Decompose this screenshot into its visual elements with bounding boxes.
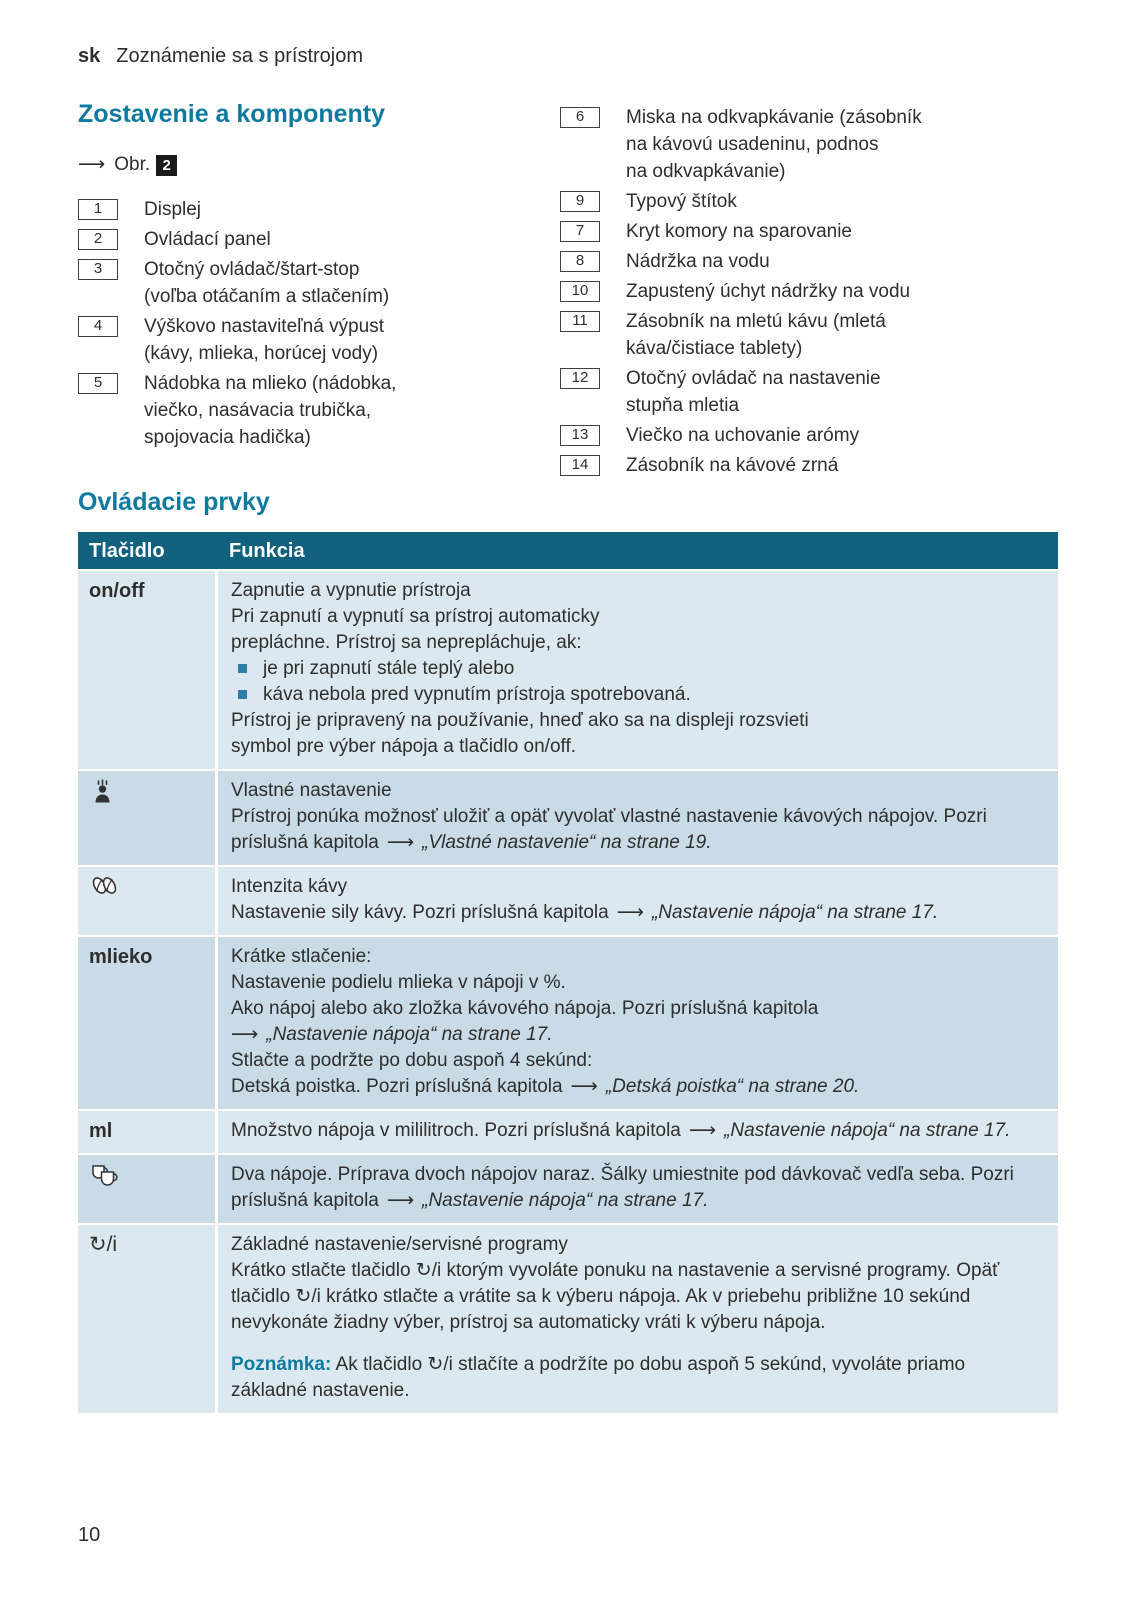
- component-number-box: 11: [560, 311, 600, 332]
- component-label: Nádobka na mlieko (nádobka, viečko, nasávacia trubička, spojovacia hadička): [144, 373, 397, 448]
- function-text: Dva nápoje. Príprava dvoch nápojov naraz. Šálky umiestnite pod dávkovač vedľa seba. Pozri príslušná kapitola: [231, 1164, 1014, 1211]
- note-text: Ak tlačidlo ↻/i stlačíte a podržíte po dobu aspoň 5 sekúnd, vyvoláte priamo základné nastavenie.: [231, 1354, 966, 1401]
- component-number-box: 10: [560, 281, 600, 302]
- section-title-components: Zostavenie a komponenty: [78, 100, 386, 128]
- components-right-column: [560, 98, 1058, 482]
- button-label-cell: [78, 571, 215, 769]
- section-title-controls: Ovládacie prvky: [78, 488, 270, 516]
- function-cell: [215, 867, 1058, 935]
- component-number-box: 12: [560, 368, 600, 389]
- bullet-text: káva nebola pred vypnutím prístroja spotrebovaná.: [263, 684, 691, 705]
- user-settings-icon: [89, 778, 209, 804]
- long-arrow-icon: ⟶: [386, 832, 415, 853]
- function-text-line: prepláchne. Prístroj sa neprepláchuje, ak:: [231, 632, 582, 653]
- function-cell: [215, 771, 1058, 865]
- function-heading: Vlastné nastavenie: [231, 780, 392, 801]
- component-item: [560, 218, 1058, 245]
- function-text-line: [231, 1162, 1042, 1214]
- button-label-cell: [78, 1111, 215, 1153]
- component-label: Nádržka na vodu: [626, 251, 770, 272]
- table-row-milk: [78, 937, 1058, 1109]
- function-text-line: Pri zapnutí a vypnutí sa prístroj automaticky: [231, 606, 600, 627]
- function-text-line: Zapnutie a vypnutie prístroja: [231, 580, 471, 601]
- component-label: Kryt komory na sparovanie: [626, 221, 852, 242]
- long-arrow-icon: ⟶: [616, 902, 644, 923]
- component-number-box: 4: [78, 316, 118, 337]
- page-number: 10: [78, 1524, 101, 1546]
- component-label: Otočný ovládač na nastavenie stupňa mletia: [626, 368, 881, 416]
- bullet-item: [231, 682, 1042, 708]
- figure-number-badge: 2: [156, 155, 177, 176]
- function-text: Prístroj ponúka možnosť uložiť a opäť vyvolať vlastné nastavenie kávových nápojov. Pozri príslušná kapitola: [231, 806, 987, 853]
- function-text-line: Krátke stlačenie:: [231, 946, 372, 967]
- component-label: Ovládací panel: [144, 229, 271, 250]
- component-number-box: 7: [560, 221, 600, 242]
- long-arrow-icon: ⟶: [78, 154, 106, 175]
- controls-table: [78, 532, 1058, 1413]
- function-text-line: Krátko stlačte tlačidlo ↻/i ktorým vyvoláte ponuku na nastavenie a servisné programy. Opäť tlačidlo ↻/i krátko stlačte a vrátite sa k výberu nápoja. Ak v priebehu približne 10 sekúnd nevykonáte žiadny výber, prístroj sa automaticky vráti k výberu nápoja.: [231, 1260, 1000, 1333]
- table-row-coffee-strength: [78, 867, 1058, 935]
- figure-label: Obr.: [114, 154, 151, 175]
- function-text-line: Nastavenie podielu mlieka v nápoji v %.: [231, 972, 566, 993]
- component-label: Zásobník na mletú kávu (mletá káva/čistiace tablety): [626, 311, 886, 359]
- components-section: [78, 98, 1058, 482]
- button-label-cell: [78, 867, 215, 935]
- component-item: [78, 226, 530, 253]
- component-label: Displej: [144, 199, 202, 220]
- function-text: Množstvo nápoja v mililitroch. Pozri príslušná kapitola: [231, 1120, 681, 1141]
- component-item: [560, 188, 1058, 215]
- function-cell: [215, 937, 1058, 1109]
- long-arrow-icon: ⟶: [688, 1120, 717, 1141]
- chapter-reference: „Nastavenie nápoja“ na strane 17.: [724, 1120, 1011, 1141]
- table-row-personal-settings: [78, 771, 1058, 865]
- component-label: Miska na odkvapkávanie (zásobník na kávovú usadeninu, podnos na odkvapkávanie): [626, 107, 922, 182]
- note-paragraph: [231, 1352, 1042, 1404]
- component-item: [560, 308, 1058, 362]
- component-item: [560, 452, 1058, 479]
- function-text: Nastavenie sily kávy. Pozri príslušná kapitola: [231, 902, 609, 923]
- chapter-title: Zoznámenie sa s prístrojom: [116, 45, 364, 67]
- component-label: Zapustený úchyt nádržky na vodu: [626, 281, 911, 302]
- function-cell: [215, 1111, 1058, 1153]
- component-item: [560, 422, 1058, 449]
- long-arrow-icon: ⟶: [231, 1024, 259, 1045]
- running-header: [78, 44, 1058, 68]
- component-item: [78, 313, 530, 367]
- chapter-reference: „Nastavenie nápoja“ na strane 17.: [266, 1024, 553, 1045]
- bullet-square-icon: [238, 664, 247, 673]
- column-header-button: Tlačidlo: [89, 539, 165, 562]
- ml-button-label: ml: [89, 1120, 113, 1142]
- component-item: [78, 256, 530, 310]
- component-item: [560, 365, 1058, 419]
- function-text-line: [231, 804, 1042, 856]
- table-row-two-drinks: [78, 1155, 1058, 1223]
- figure-reference: [78, 152, 530, 178]
- column-header-function: Funkcia: [229, 539, 305, 562]
- component-number-box: 9: [560, 191, 600, 212]
- component-number-box: 2: [78, 229, 118, 250]
- button-label-cell: [78, 1225, 215, 1413]
- table-row-on-off: [78, 571, 1058, 769]
- component-number-box: 5: [78, 373, 118, 394]
- component-number-box: 3: [78, 259, 118, 280]
- two-cups-icon: [89, 1162, 209, 1187]
- bullet-text: je pri zapnutí stále teplý alebo: [263, 658, 515, 679]
- component-number-box: 13: [560, 425, 600, 446]
- function-heading: Intenzita kávy: [231, 876, 348, 897]
- chapter-reference: „Nastavenie nápoja“ na strane 17.: [422, 1190, 709, 1211]
- language-tag: sk: [78, 45, 101, 67]
- table-row-ml: [78, 1111, 1058, 1153]
- function-text-line: [231, 1074, 1042, 1100]
- component-label: Otočný ovládač/štart-stop (voľba otáčaním a stlačením): [144, 259, 390, 307]
- components-left-column: [78, 98, 530, 482]
- component-item: [78, 196, 530, 223]
- function-cell: [215, 571, 1058, 769]
- long-arrow-icon: ⟶: [386, 1190, 415, 1211]
- function-heading: Základné nastavenie/servisné programy: [231, 1234, 568, 1255]
- service-menu-icon: ↻/i: [89, 1233, 118, 1256]
- function-text-line: symbol pre výber nápoja a tlačidlo on/off.: [231, 736, 577, 757]
- button-label-cell: [78, 771, 215, 865]
- component-item: [560, 278, 1058, 305]
- on-off-button-label: on/off: [89, 580, 145, 602]
- long-arrow-icon: ⟶: [570, 1076, 598, 1097]
- function-text-line: [231, 1118, 1042, 1144]
- button-label-cell: [78, 1155, 215, 1223]
- note-label: Poznámka:: [231, 1354, 332, 1375]
- component-number-box: 1: [78, 199, 118, 220]
- button-label-cell: [78, 937, 215, 1109]
- component-item: [78, 370, 530, 451]
- table-header-row: [78, 532, 1058, 569]
- component-label: Typový štítok: [626, 191, 737, 212]
- component-item: [560, 104, 1058, 185]
- chapter-reference: „Detská poistka“ na strane 20.: [605, 1076, 860, 1097]
- component-label: Zásobník na kávové zrná: [626, 455, 839, 476]
- bullet-item: [231, 656, 1042, 682]
- component-number-box: 14: [560, 455, 600, 476]
- milk-button-label: mlieko: [89, 946, 153, 968]
- component-item: [560, 248, 1058, 275]
- table-row-service: [78, 1225, 1058, 1413]
- function-text-line: [231, 1022, 1042, 1048]
- component-number-box: 8: [560, 251, 600, 272]
- chapter-reference: „Nastavenie nápoja“ na strane 17.: [651, 902, 939, 923]
- function-text-line: Prístroj je pripravený na používanie, hneď ako sa na displeji rozsvieti: [231, 710, 809, 731]
- coffee-beans-icon: [89, 874, 209, 897]
- component-label: Viečko na uchovanie arómy: [626, 425, 860, 446]
- function-text: Detská poistka. Pozri príslušná kapitola: [231, 1076, 563, 1097]
- function-cell: [215, 1225, 1058, 1413]
- function-text-line: [231, 900, 1042, 926]
- bullet-square-icon: [238, 690, 247, 699]
- component-label: Výškovo nastaviteľná výpust (kávy, mlieka, horúcej vody): [144, 316, 384, 364]
- component-number-box: 6: [560, 107, 600, 128]
- function-text-line: Ako nápoj alebo ako zložka kávového nápoja. Pozri príslušná kapitola: [231, 998, 819, 1019]
- function-text-line: Stlačte a podržte po dobu aspoň 4 sekúnd:: [231, 1050, 593, 1071]
- chapter-reference: „Vlastné nastavenie“ na strane 19.: [422, 832, 712, 853]
- function-cell: [215, 1155, 1058, 1223]
